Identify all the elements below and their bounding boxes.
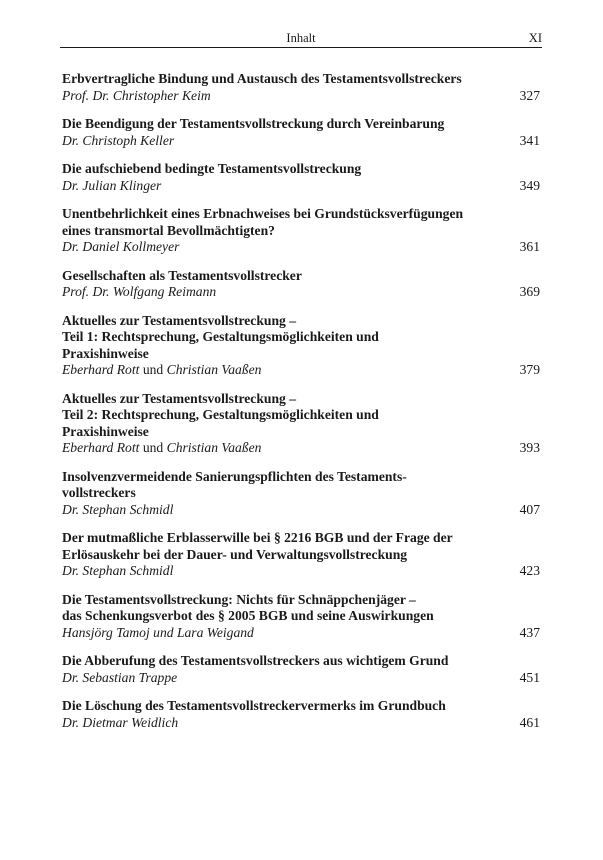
toc-entry-authors [62,362,500,379]
author-name: Dr. Julian Klinger [62,177,162,193]
toc-entry-authors [62,284,500,301]
author-name: Dr. Dietmar Weidlich [62,714,179,730]
toc-entry [62,469,540,519]
toc-entry-page-number: 349 [519,177,540,193]
author-name: Christian Vaaßen [166,362,262,377]
author-name: Eberhard Rott [62,362,140,377]
toc-entry-title: Erbvertragliche Bindung und Austausch des Testamentsvollstreckers [62,71,462,86]
author-name: Dr. Daniel Kollmeyer [62,239,180,254]
toc-entry-page-number: 437 [519,624,540,640]
toc-entry-page-number: 407 [519,501,540,517]
toc-entry-title: Der mutmaßliche Erblasserwille bei § 2216 BGB und der Frage der Erlösauskehr bei der Dauer- und Verwaltungsvollstreckung [62,530,453,562]
author-name: Dr. Stephan Schmidl [62,501,174,517]
toc-entry-page-number: 379 [519,362,540,377]
toc-entry [62,71,540,104]
toc-entry-title: Aktuelles zur Testamentsvollstreckung – Teil 1: Rechtsprechung, Gestaltungsmöglichkeiten und Praxishinweise [62,312,379,361]
toc-entry [62,698,540,731]
toc-entry-title: Die Testamentsvollstreckung: Nichts für Schnäppchenjäger – das Schenkungsverbot des § 2005 BGB und seine Auswirkungen [62,591,434,623]
toc-entry [62,313,540,379]
toc-entry-page-number: 461 [519,714,540,730]
toc-entry-title: Die Beendigung der Testamentsvollstreckung durch Vereinbarung [62,116,445,131]
toc-entry-title: Unentbehrlichkeit eines Erbnachweises bei Grundstücksverfügungen eines transmortal Bevollmächtigten? [62,206,464,238]
toc-entry-authors [62,440,500,457]
author-name: Dr. Christoph Keller [62,132,175,148]
toc-entry-authors [62,502,500,519]
running-header [60,31,542,47]
toc-entry-authors [62,178,500,195]
author-name: Dr. Stephan Schmidl [62,563,174,578]
toc-entry-authors [62,715,500,732]
toc-entry-authors [62,133,500,150]
toc-entry-title: Die aufschiebend bedingte Testamentsvollstreckung [62,161,362,176]
toc-entry [62,391,540,457]
toc-entry-authors [62,88,500,105]
author-name: Christian Vaaßen [166,440,262,455]
toc-entry-title: Gesellschaften als Testamentsvollstrecker [62,267,302,283]
header-rule [60,47,542,48]
author-conjunction: und [142,440,164,455]
toc-entry [62,161,540,194]
toc-entry-authors [62,625,500,642]
toc-entry [62,653,540,686]
toc-entry-authors [62,239,500,256]
toc-entry-title: Aktuelles zur Testamentsvollstreckung – Teil 2: Rechtsprechung, Gestaltungsmöglichkeiten und Praxishinweise [62,390,379,439]
toc-entry-page-number: 451 [519,669,540,685]
toc-entry-page-number: 327 [519,87,540,103]
toc-entry-title: Die Löschung des Testamentsvollstreckervermerks im Grundbuch [62,698,446,713]
author-name: Dr. Sebastian Trappe [62,669,178,685]
author-name: Prof. Dr. Wolfgang Reimann [62,284,217,299]
table-of-contents [62,71,540,743]
author-conjunction: und [142,362,164,377]
toc-entry-authors [62,670,500,687]
toc-entry [62,592,540,642]
toc-entry-page-number: 361 [519,239,540,254]
toc-entry [62,116,540,149]
toc-entry-page-number: 369 [519,284,540,299]
author-name: Hansjörg Tamoj und Lara Weigand [62,624,254,640]
toc-entry [62,530,540,580]
toc-entry [62,268,540,301]
toc-entry-title: Insolvenzvermeidende Sanierungspflichten des Testaments- vollstreckers [62,468,407,500]
author-name: Eberhard Rott [62,440,140,455]
toc-entry-page-number: 341 [519,132,540,148]
running-header-page-number: XI [528,31,542,45]
author-name: Prof. Dr. Christopher Keim [62,87,211,103]
toc-entry-page-number: 393 [519,440,540,455]
toc-entry [62,206,540,256]
running-header-title: Inhalt [286,31,316,45]
toc-entry-title: Die Abberufung des Testamentsvollstreckers aus wichtigem Grund [62,653,449,668]
toc-entry-page-number: 423 [519,563,540,578]
toc-entry-authors [62,563,500,580]
